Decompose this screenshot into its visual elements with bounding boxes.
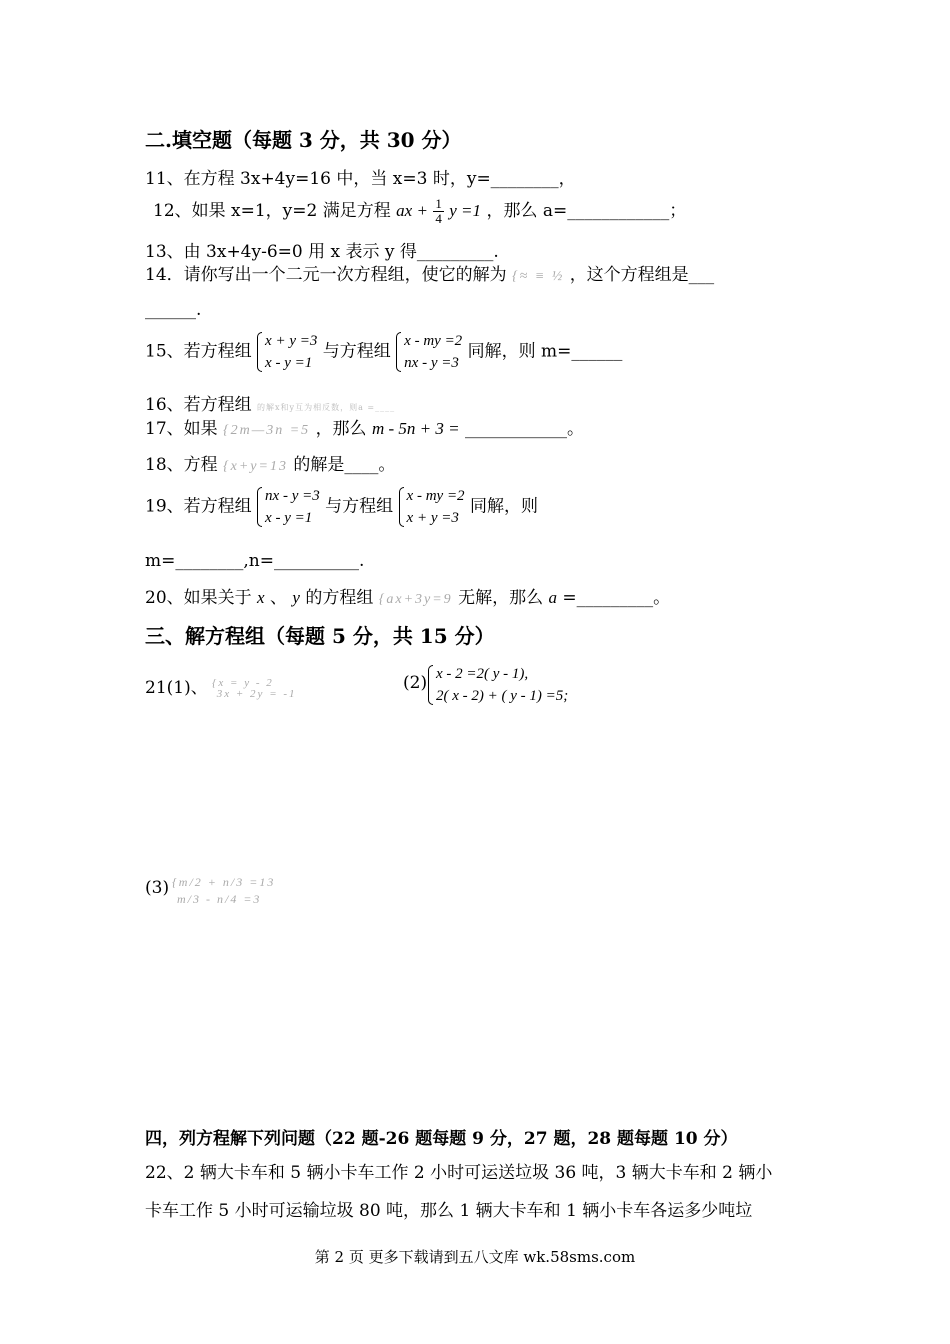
question-19-suffix: 同解，则 <box>469 496 538 517</box>
question-21-2 <box>428 663 568 707</box>
question-18 <box>145 450 395 475</box>
system-row: x + y =3 <box>265 333 318 349</box>
system-row: x - my =2 <box>404 333 463 349</box>
fraction-denominator: 4 <box>435 211 442 226</box>
variable-y: y <box>292 588 300 607</box>
page-footer: 第 2 页 更多下载请到五八文库 wk.58sms.com <box>314 1248 636 1266</box>
section-4-title: 四，列方程解下列问题（22 题-26 题每题 9 分，27 题，28 题每题 10 分） <box>145 1129 738 1149</box>
question-18-suffix: 的解是____。 <box>293 455 396 475</box>
variable-a: a <box>548 588 557 607</box>
question-20-tail: =_________。 <box>562 588 671 608</box>
question-18-prefix: 18、方程 <box>145 455 218 475</box>
system-row: x - y =1 <box>265 510 313 526</box>
question-15 <box>145 330 622 374</box>
question-22-line-2: 卡车工作 5 小时可运输垃圾 80 吨，那么 1 辆大卡车和 1 辆小卡车各运多少吨垃 <box>145 1201 753 1221</box>
question-21-2-label: (2) <box>403 673 428 693</box>
question-19-mid: 与方程组 <box>325 496 394 517</box>
question-19-system-1 <box>257 485 320 529</box>
question-20-mid: 的方程组 <box>305 588 374 608</box>
question-17-blank: ____________。 <box>465 419 585 439</box>
question-15-system-2 <box>396 330 462 374</box>
question-12-suffix: ，那么 a=____________； <box>486 201 687 221</box>
question-20-prefix: 20、如果关于 <box>145 588 252 608</box>
question-17-prefix: 17、如果 <box>145 419 218 439</box>
system-row: x - my =2 <box>406 488 465 504</box>
question-19-prefix: 19、若方程组 <box>145 496 252 517</box>
question-12-eq-left: ax + <box>396 201 428 220</box>
question-21-3-label: (3) <box>145 878 170 898</box>
section-2-title: 二.填空题（每题 3 分，共 30 分） <box>145 128 462 152</box>
question-17-system-image: {2m—3n =5 <box>223 423 311 438</box>
question-19-system-2 <box>399 485 465 529</box>
question-14-line-2: ______. <box>145 300 202 320</box>
system-row: 2( x - 2) + ( y - 1) =5; <box>436 688 569 704</box>
question-15-system-1 <box>257 330 317 374</box>
question-14-solution-image: {≈ ≡ ½ <box>512 269 565 284</box>
question-15-mid: 与方程组 <box>322 341 391 362</box>
question-14-suffix: ，这个方程组是___ <box>569 265 715 285</box>
question-16-prefix: 16、若方程组 <box>145 395 252 415</box>
question-14-prefix: 14．请你写出一个二元一次方程组，使它的解为 <box>145 265 507 285</box>
question-19-line-2: m=________,n=__________. <box>145 551 365 571</box>
system-row: nx - y =3 <box>404 355 459 371</box>
question-21-2-system <box>428 663 568 707</box>
question-17 <box>145 414 584 439</box>
variable-x: x <box>257 588 265 607</box>
question-21-1-system-image: {x = y - 2 3x + 2y = -1 <box>212 677 297 700</box>
question-20-suffix: 无解，那么 <box>458 588 544 608</box>
question-12-eq-right: y =1 <box>449 201 482 220</box>
question-17-suffix: ，那么 <box>315 419 367 439</box>
question-12-prefix: 12、如果 x=1，y=2 满足方程 <box>153 201 391 221</box>
system-row: x - y =1 <box>265 355 313 371</box>
question-20-sep: 、 <box>270 588 287 608</box>
question-17-expression: m - 5n + 3 = <box>371 419 460 438</box>
fraction-numerator: 1 <box>435 196 442 211</box>
question-16 <box>145 390 395 415</box>
question-12-fraction <box>433 197 444 226</box>
question-16-faded-text: 的解x和y互为相反数，则a =____ <box>257 403 396 412</box>
system-row: nx - y =3 <box>265 488 320 504</box>
system-row: x - 2 =2( y - 1), <box>436 666 529 682</box>
system-row: x + y =3 <box>406 510 459 526</box>
question-20 <box>145 583 670 608</box>
question-15-prefix: 15、若方程组 <box>145 341 252 362</box>
question-20-system-image: {ax+3y=9 <box>378 592 453 607</box>
question-13: 13、由 3x+4y-6=0 用 x 表示 y 得_________. <box>145 242 499 262</box>
section-3-title: 三、解方程组（每题 5 分，共 15 分） <box>145 624 495 648</box>
question-22-line-1: 22、2 辆大卡车和 5 辆小卡车工作 2 小时可运送垃圾 36 吨，3 辆大卡车和 2 辆小 <box>145 1163 773 1183</box>
question-12 <box>153 196 686 226</box>
question-19 <box>145 485 538 529</box>
question-21-1-label: 21(1)、 <box>145 678 208 698</box>
question-11: 11、在方程 3x+4y=16 中，当 x=3 时，y=________， <box>145 169 576 189</box>
question-21-3-system-image: {m/2 + n/3 =13 m/3 - n/4 =3 <box>172 875 276 906</box>
question-14-line-1 <box>145 260 714 285</box>
question-18-system-image: {x+y=13 <box>223 459 288 474</box>
question-15-suffix: 同解，则 m=______ <box>467 341 623 362</box>
